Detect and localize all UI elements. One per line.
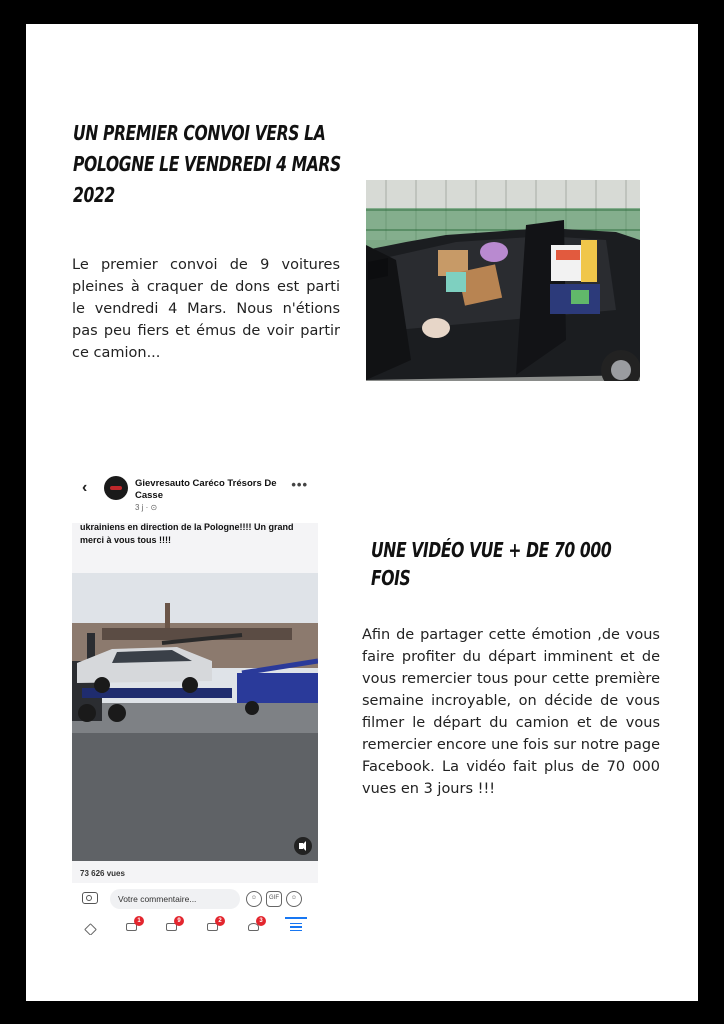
- active-tab-indicator: [285, 917, 307, 919]
- friends-icon[interactable]: [126, 919, 140, 933]
- camera-icon[interactable]: [82, 892, 98, 904]
- emoji-icon[interactable]: ☺: [286, 891, 302, 907]
- facebook-screenshot: [72, 473, 318, 935]
- notifications-badge: 3: [256, 916, 266, 926]
- sound-icon[interactable]: [294, 837, 312, 855]
- sticker-icon[interactable]: ☺: [246, 891, 262, 907]
- page: [26, 24, 698, 1001]
- notifications-icon[interactable]: [248, 919, 262, 933]
- view-count: 73 626 vues: [80, 869, 125, 878]
- comment-input[interactable]: Votre commentaire...: [110, 889, 240, 909]
- comment-bar: [72, 883, 318, 917]
- post-time: 3 j · ⊙: [135, 503, 158, 512]
- watch-icon[interactable]: [207, 919, 221, 933]
- watch-badge: 2: [215, 916, 225, 926]
- section1-body: Le premier convoi de 9 voitures pleines à craquer de dons est parti le vendredi 4 Mars. Nous n'étions pas peu fiers et émus de voir partir ce camion...: [72, 257, 340, 361]
- post-text: ukrainiens en direction de la Pologne!!!! Un grand merci à vous tous !!!!: [80, 522, 294, 545]
- friends-badge: 1: [134, 916, 144, 926]
- groups-badge: 9: [174, 916, 184, 926]
- section2-title: UNE VIDÉO VUE + DE 70 000 FOIS: [371, 538, 612, 590]
- bottom-nav: [72, 917, 318, 935]
- menu-icon[interactable]: [290, 923, 302, 931]
- more-icon[interactable]: •••: [291, 477, 308, 492]
- page-name[interactable]: Gievresauto Caréco Trésors De Casse: [135, 478, 277, 501]
- home-icon[interactable]: [86, 919, 100, 933]
- post-header: [72, 473, 318, 523]
- section1-title: UN PREMIER CONVOI VERS LA POLOGNE LE VENDREDI 4 MARS 2022: [73, 121, 341, 207]
- gif-icon[interactable]: GIF: [266, 891, 282, 907]
- groups-icon[interactable]: [166, 919, 180, 933]
- back-icon[interactable]: ‹: [82, 479, 88, 496]
- avatar[interactable]: [104, 476, 128, 500]
- video[interactable]: [72, 573, 318, 861]
- section2-body: Afin de partager cette émotion ,de vous faire profiter du départ imminent et de vous remercier tous pour cette première semaine incroyable, on décide de vous filmer le départ du camion et de vous remercier encore une fois sur notre page Facebook. La vidéo fait plus de 70 000 vues en 3 jours !!!: [362, 627, 660, 797]
- car-photo: [366, 180, 640, 381]
